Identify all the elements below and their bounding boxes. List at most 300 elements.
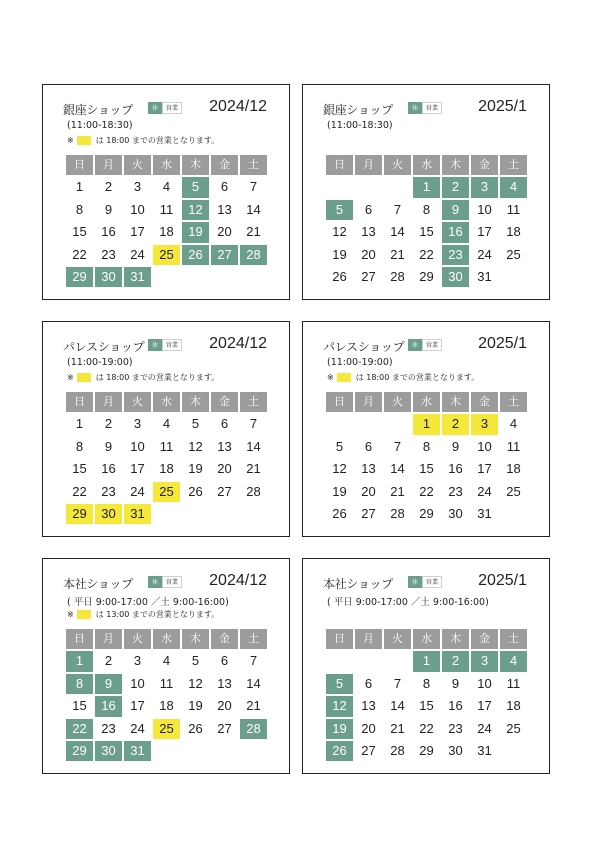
calendar-grid — [326, 629, 527, 763]
day-cell: 24 — [477, 246, 492, 262]
day-cell-closed: 31 — [124, 741, 151, 761]
day-cell: 20 — [361, 246, 376, 262]
day-cell-closed: 26 — [182, 245, 209, 265]
week-row — [326, 651, 527, 671]
day-cell: 13 — [361, 698, 376, 714]
weekday-header: 金 — [471, 629, 498, 649]
day-cell: 8 — [75, 438, 84, 454]
weekday-header: 火 — [384, 629, 411, 649]
day-cell: 9 — [104, 201, 113, 217]
day-cell: 16 — [101, 461, 116, 477]
legend-closed-swatch: 休 — [148, 102, 162, 114]
note-text: は 18:00 までの営業となります。 — [95, 136, 220, 145]
day-cell-closed: 29 — [66, 267, 93, 287]
day-cell-closed: 2 — [442, 651, 469, 671]
weekday-header: 水 — [413, 629, 440, 649]
week-row — [326, 437, 527, 457]
day-cell: 2 — [104, 179, 113, 195]
day-cell: 29 — [419, 505, 434, 521]
day-cell: 3 — [133, 653, 142, 669]
day-cell-closed: 2 — [442, 177, 469, 197]
day-cell: 18 — [506, 698, 521, 714]
day-cell: 12 — [188, 438, 203, 454]
note-mark: ※ — [327, 373, 334, 382]
weekday-header: 木 — [182, 629, 209, 649]
day-cell: 17 — [477, 461, 492, 477]
day-cell: 9 — [104, 438, 113, 454]
day-cell: 4 — [509, 416, 518, 432]
weekday-header-row — [326, 155, 527, 175]
day-cell: 14 — [246, 201, 261, 217]
week-row — [66, 651, 267, 671]
week-row — [326, 674, 527, 694]
weekday-header: 月 — [355, 629, 382, 649]
day-cell: 21 — [246, 224, 261, 240]
day-cell: 11 — [506, 201, 521, 217]
shop-name: 本社ショップ — [323, 577, 393, 591]
day-cell-closed: 30 — [442, 267, 469, 287]
weekday-header: 金 — [211, 629, 238, 649]
note-text: は 18:00 までの営業となります。 — [355, 373, 480, 382]
day-cell-short-hours: 25 — [153, 482, 180, 502]
calendar-grid — [66, 629, 267, 763]
calendar-grid — [326, 392, 527, 526]
day-cell: 24 — [477, 720, 492, 736]
day-cell: 27 — [217, 483, 232, 499]
note-text: は 18:00 までの営業となります。 — [95, 373, 220, 382]
day-cell: 18 — [159, 224, 174, 240]
day-cell: 7 — [249, 179, 258, 195]
day-cell: 15 — [72, 224, 87, 240]
day-cell: 28 — [246, 483, 261, 499]
day-cell-short-hours: 31 — [124, 504, 151, 524]
day-cell: 9 — [451, 438, 460, 454]
weekday-header: 月 — [355, 392, 382, 412]
weekday-header: 木 — [442, 629, 469, 649]
day-cell: 16 — [448, 461, 463, 477]
day-cell: 22 — [72, 483, 87, 499]
weekday-header: 火 — [384, 155, 411, 175]
weekday-header: 金 — [211, 392, 238, 412]
day-cell: 11 — [159, 201, 174, 217]
legend-open-swatch: 営業 — [162, 339, 182, 351]
day-cell: 25 — [506, 246, 521, 262]
short-hours-note — [67, 609, 219, 620]
calendar-card-ginza-2025-1 — [302, 84, 550, 300]
day-cell: 22 — [419, 246, 434, 262]
weekday-header: 水 — [153, 392, 180, 412]
day-cell: 8 — [422, 675, 431, 691]
day-cell: 5 — [335, 438, 344, 454]
week-row — [326, 200, 527, 220]
weekday-header: 土 — [500, 392, 527, 412]
note-mark: ※ — [67, 373, 74, 382]
day-cell: 18 — [159, 698, 174, 714]
day-cell: 20 — [361, 720, 376, 736]
day-cell: 1 — [75, 416, 84, 432]
weekday-header: 土 — [500, 629, 527, 649]
day-cell: 13 — [217, 675, 232, 691]
week-row — [326, 222, 527, 242]
week-row — [66, 674, 267, 694]
day-cell: 16 — [101, 224, 116, 240]
day-cell: 17 — [130, 698, 145, 714]
note-mark: ※ — [67, 136, 74, 145]
day-cell-closed: 26 — [326, 741, 353, 761]
legend — [408, 576, 442, 588]
day-cell-closed: 4 — [500, 177, 527, 197]
week-row — [66, 414, 267, 434]
calendar-grid — [326, 155, 527, 289]
day-cell: 29 — [419, 742, 434, 758]
weekday-header: 金 — [211, 155, 238, 175]
year-month: 2025/1 — [478, 335, 527, 352]
day-cell: 18 — [506, 461, 521, 477]
day-cell: 20 — [361, 483, 376, 499]
legend-closed-swatch: 休 — [148, 339, 162, 351]
weekday-header: 金 — [471, 155, 498, 175]
day-cell-short-hours: 29 — [66, 504, 93, 524]
week-row — [66, 437, 267, 457]
week-row — [66, 459, 267, 479]
weekday-header-row — [326, 392, 527, 412]
legend — [148, 339, 182, 351]
day-cell: 22 — [419, 720, 434, 736]
legend — [408, 102, 442, 114]
day-cell-closed: 27 — [211, 245, 238, 265]
day-cell-closed: 1 — [413, 177, 440, 197]
business-hours: (11:00-19:00) — [327, 357, 393, 368]
day-cell-closed: 5 — [326, 200, 353, 220]
day-cell: 17 — [477, 224, 492, 240]
weekday-header: 火 — [124, 392, 151, 412]
day-cell: 22 — [72, 246, 87, 262]
day-cell-closed: 3 — [471, 651, 498, 671]
day-cell: 23 — [101, 246, 116, 262]
weekday-header: 火 — [384, 392, 411, 412]
day-cell: 15 — [419, 224, 434, 240]
day-cell-closed: 3 — [471, 177, 498, 197]
day-cell-closed: 5 — [182, 177, 209, 197]
day-cell: 7 — [393, 675, 402, 691]
day-cell: 23 — [448, 483, 463, 499]
week-row — [66, 222, 267, 242]
shop-name: 銀座ショップ — [323, 103, 393, 117]
day-cell: 31 — [477, 505, 492, 521]
business-hours: (11:00-18:30) — [327, 120, 393, 131]
business-hours: (11:00-18:30) — [67, 120, 133, 131]
day-cell: 26 — [332, 505, 347, 521]
year-month: 2024/12 — [209, 335, 267, 352]
day-cell: 10 — [130, 675, 145, 691]
day-cell: 27 — [361, 268, 376, 284]
day-cell: 13 — [361, 461, 376, 477]
note-mark: ※ — [67, 610, 74, 619]
day-cell: 24 — [477, 483, 492, 499]
day-cell-closed: 16 — [442, 222, 469, 242]
day-cell: 14 — [246, 438, 261, 454]
day-cell: 14 — [390, 461, 405, 477]
day-cell: 30 — [448, 742, 463, 758]
calendar-card-honsha-2025-1 — [302, 558, 550, 774]
shop-name: パレスショップ — [323, 340, 405, 354]
day-cell: 19 — [332, 246, 347, 262]
day-cell: 24 — [130, 720, 145, 736]
day-cell: 17 — [130, 224, 145, 240]
weekday-header: 月 — [95, 392, 122, 412]
day-cell: 15 — [72, 461, 87, 477]
week-row — [326, 482, 527, 502]
weekday-header: 木 — [442, 155, 469, 175]
weekday-header: 日 — [326, 392, 353, 412]
short-hours-swatch — [77, 136, 91, 145]
week-row — [66, 267, 267, 287]
day-cell: 6 — [220, 179, 229, 195]
day-cell: 7 — [249, 653, 258, 669]
weekday-header: 日 — [66, 155, 93, 175]
weekday-header: 土 — [500, 155, 527, 175]
legend — [408, 339, 442, 351]
day-cell-closed: 22 — [66, 719, 93, 739]
short-hours-note — [67, 372, 219, 383]
day-cell: 11 — [159, 675, 174, 691]
day-cell: 21 — [390, 720, 405, 736]
week-row — [66, 741, 267, 761]
day-cell-closed: 28 — [240, 719, 267, 739]
week-row — [326, 459, 527, 479]
day-cell-closed: 8 — [66, 674, 93, 694]
day-cell: 8 — [75, 201, 84, 217]
day-cell: 18 — [506, 224, 521, 240]
day-cell: 28 — [390, 742, 405, 758]
day-cell: 12 — [332, 461, 347, 477]
day-cell: 19 — [332, 483, 347, 499]
day-cell-closed: 12 — [326, 696, 353, 716]
day-cell: 27 — [217, 720, 232, 736]
week-row — [66, 719, 267, 739]
weekday-header: 土 — [240, 629, 267, 649]
day-cell: 24 — [130, 246, 145, 262]
calendar-card-honsha-2024-12 — [42, 558, 290, 774]
day-cell-closed: 4 — [500, 651, 527, 671]
year-month: 2025/1 — [478, 572, 527, 589]
weekday-header: 木 — [182, 155, 209, 175]
shop-name: 銀座ショップ — [63, 103, 133, 117]
weekday-header: 火 — [124, 155, 151, 175]
day-cell-closed: 28 — [240, 245, 267, 265]
day-cell: 1 — [75, 179, 84, 195]
weekday-header: 月 — [355, 155, 382, 175]
day-cell: 11 — [506, 675, 521, 691]
day-cell: 13 — [217, 201, 232, 217]
legend — [148, 576, 182, 588]
day-cell: 16 — [448, 698, 463, 714]
day-cell: 2 — [104, 416, 113, 432]
day-cell: 23 — [101, 483, 116, 499]
day-cell: 6 — [364, 201, 373, 217]
week-row — [326, 267, 527, 287]
legend-closed-swatch: 休 — [148, 576, 162, 588]
day-cell: 13 — [361, 224, 376, 240]
weekday-header: 水 — [153, 155, 180, 175]
day-cell-short-hours: 30 — [95, 504, 122, 524]
day-cell: 10 — [477, 675, 492, 691]
year-month: 2024/12 — [209, 98, 267, 115]
day-cell: 12 — [332, 224, 347, 240]
business-hours: ( 平日 9:00-17:00 ／土 9:00-16:00) — [327, 597, 489, 608]
day-cell: 20 — [217, 461, 232, 477]
day-cell-closed: 31 — [124, 267, 151, 287]
day-cell: 26 — [188, 483, 203, 499]
calendar-card-ginza-2024-12 — [42, 84, 290, 300]
day-cell: 10 — [130, 201, 145, 217]
week-row — [66, 200, 267, 220]
day-cell-short-hours: 25 — [153, 245, 180, 265]
day-cell: 30 — [448, 505, 463, 521]
day-cell: 7 — [393, 438, 402, 454]
day-cell-closed: 30 — [95, 267, 122, 287]
day-cell: 26 — [332, 268, 347, 284]
day-cell-short-hours: 2 — [442, 414, 469, 434]
day-cell: 23 — [101, 720, 116, 736]
day-cell: 3 — [133, 416, 142, 432]
short-hours-note — [67, 135, 219, 146]
day-cell-short-hours: 3 — [471, 414, 498, 434]
legend-closed-swatch: 休 — [408, 102, 422, 114]
day-cell-closed: 16 — [95, 696, 122, 716]
week-row — [326, 696, 527, 716]
year-month: 2024/12 — [209, 572, 267, 589]
day-cell-closed: 19 — [326, 719, 353, 739]
legend-open-swatch: 営業 — [422, 102, 442, 114]
weekday-header: 日 — [66, 392, 93, 412]
legend — [148, 102, 182, 114]
day-cell: 21 — [246, 461, 261, 477]
day-cell: 6 — [364, 675, 373, 691]
day-cell-short-hours: 25 — [153, 719, 180, 739]
day-cell: 9 — [451, 675, 460, 691]
week-row — [326, 719, 527, 739]
day-cell: 29 — [419, 268, 434, 284]
short-hours-swatch — [77, 610, 91, 619]
short-hours-swatch — [337, 373, 351, 382]
day-cell: 7 — [249, 416, 258, 432]
legend-closed-swatch: 休 — [408, 576, 422, 588]
day-cell: 26 — [188, 720, 203, 736]
week-row — [66, 696, 267, 716]
weekday-header: 月 — [95, 629, 122, 649]
calendar-card-palace-2024-12 — [42, 321, 290, 537]
week-row — [326, 177, 527, 197]
weekday-header: 水 — [413, 392, 440, 412]
calendar-grid — [66, 392, 267, 526]
day-cell: 15 — [72, 698, 87, 714]
business-hours: ( 平日 9:00-17:00 ／土 9:00-16:00) — [67, 597, 229, 608]
weekday-header: 火 — [124, 629, 151, 649]
weekday-header: 日 — [326, 155, 353, 175]
weekday-header: 土 — [240, 155, 267, 175]
weekday-header: 木 — [182, 392, 209, 412]
week-row — [66, 482, 267, 502]
calendar-grid — [66, 155, 267, 289]
weekday-header-row — [66, 392, 267, 412]
note-text: は 13:00 までの営業となります。 — [95, 610, 220, 619]
day-cell: 15 — [419, 698, 434, 714]
week-row — [326, 741, 527, 761]
day-cell-closed: 29 — [66, 741, 93, 761]
week-row — [66, 177, 267, 197]
day-cell: 21 — [246, 698, 261, 714]
day-cell: 19 — [188, 461, 203, 477]
weekday-header: 日 — [66, 629, 93, 649]
day-cell-closed: 9 — [442, 200, 469, 220]
day-cell: 5 — [191, 653, 200, 669]
calendar-card-palace-2025-1 — [302, 321, 550, 537]
day-cell-closed: 12 — [182, 200, 209, 220]
weekday-header: 日 — [326, 629, 353, 649]
day-cell: 14 — [390, 224, 405, 240]
legend-open-swatch: 営業 — [162, 102, 182, 114]
legend-open-swatch: 営業 — [422, 339, 442, 351]
day-cell: 6 — [220, 416, 229, 432]
day-cell: 18 — [159, 461, 174, 477]
year-month: 2025/1 — [478, 98, 527, 115]
day-cell: 28 — [390, 268, 405, 284]
day-cell: 10 — [130, 438, 145, 454]
weekday-header: 木 — [442, 392, 469, 412]
week-row — [326, 245, 527, 265]
day-cell: 2 — [104, 653, 113, 669]
week-row — [326, 504, 527, 524]
day-cell-closed: 19 — [182, 222, 209, 242]
day-cell: 20 — [217, 224, 232, 240]
day-cell: 11 — [506, 438, 521, 454]
weekday-header: 水 — [413, 155, 440, 175]
shop-name: パレスショップ — [63, 340, 145, 354]
day-cell: 7 — [393, 201, 402, 217]
weekday-header-row — [66, 155, 267, 175]
day-cell: 10 — [477, 201, 492, 217]
weekday-header-row — [326, 629, 527, 649]
day-cell: 21 — [390, 483, 405, 499]
short-hours-note — [327, 372, 479, 383]
day-cell: 6 — [220, 653, 229, 669]
week-row — [66, 245, 267, 265]
legend-open-swatch: 営業 — [162, 576, 182, 588]
week-row — [326, 414, 527, 434]
weekday-header: 金 — [471, 392, 498, 412]
day-cell: 6 — [364, 438, 373, 454]
day-cell-closed: 23 — [442, 245, 469, 265]
week-row — [66, 504, 267, 524]
day-cell: 15 — [419, 461, 434, 477]
shop-name: 本社ショップ — [63, 577, 133, 591]
day-cell: 25 — [506, 720, 521, 736]
day-cell: 4 — [162, 416, 171, 432]
day-cell: 27 — [361, 505, 376, 521]
day-cell: 17 — [130, 461, 145, 477]
day-cell: 4 — [162, 653, 171, 669]
day-cell: 17 — [477, 698, 492, 714]
weekday-header: 月 — [95, 155, 122, 175]
day-cell: 24 — [130, 483, 145, 499]
day-cell: 27 — [361, 742, 376, 758]
day-cell: 12 — [188, 675, 203, 691]
day-cell-closed: 9 — [95, 674, 122, 694]
day-cell: 19 — [188, 698, 203, 714]
weekday-header: 水 — [153, 629, 180, 649]
day-cell: 8 — [422, 438, 431, 454]
